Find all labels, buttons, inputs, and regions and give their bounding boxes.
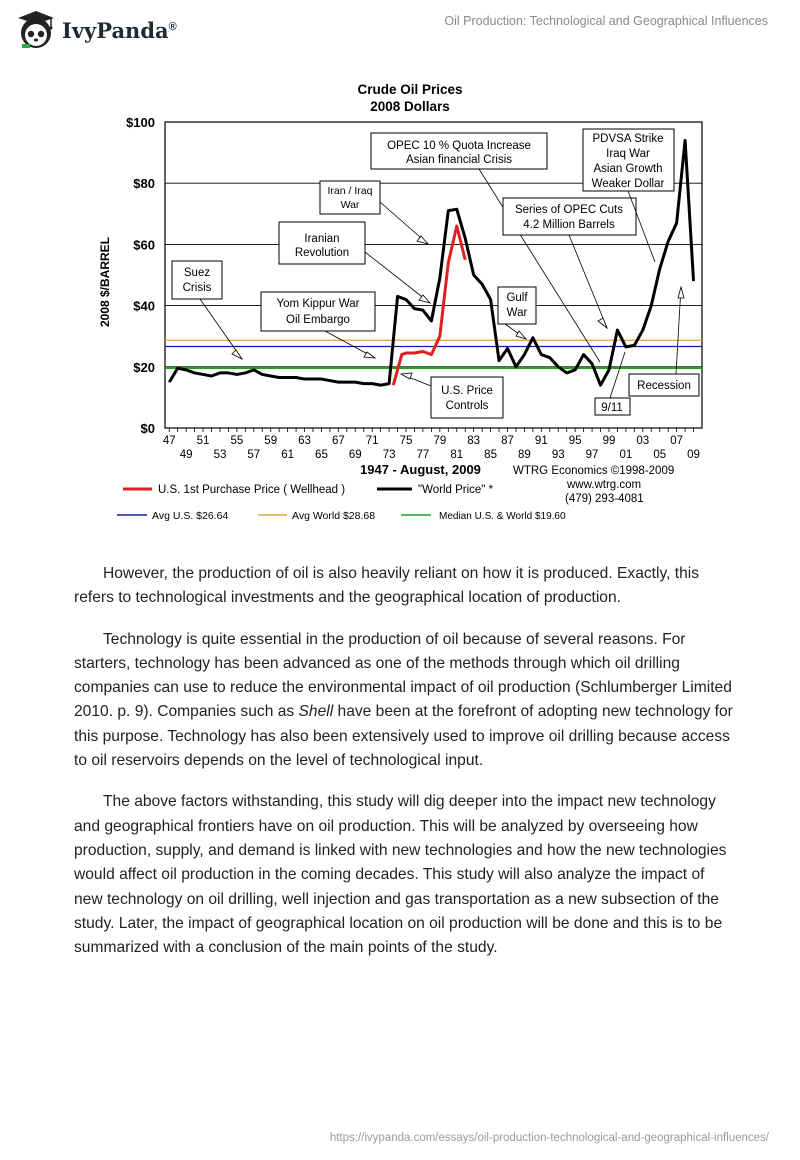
svg-text:Revolution: Revolution [294,247,350,259]
chart-source: WTRG Economics ©1998-2009 [513,465,675,477]
legend-avg-us: Avg U.S. $26.64 [152,510,229,522]
x-tick-label: 75 [399,435,413,447]
x-tick-label: 55 [230,435,244,447]
paragraph-3: The above factors withstanding, this study will dig deeper into the impact new technology and geographical frontiers have on oil production. This will be analyzed by overseeing how production, supply, and demand is linked with new technologies and how the new technologies would affect oil production in the coming decades. This study will also analyze the impact of new technology on oil drilling, well injection and gas transportation as a new subsection of the study. Later, the impact of geographical location on oil production will be done and this is to be summarized with a conclusion of the main points of the study. [74,793,727,957]
x-tick-label: 51 [196,435,210,447]
svg-text:9/11: 9/11 [601,402,623,414]
svg-text:Weaker Dollar: Weaker Dollar [591,178,665,190]
svg-text:PDVSA Strike: PDVSA Strike [592,133,664,145]
chart-url: www.wtrg.com [567,479,642,491]
x-tick-label: 71 [365,435,379,447]
chart-period: 1947 - August, 2009 [360,462,481,477]
x-tick-label: 59 [264,435,278,447]
y-tick-labels [126,115,155,436]
x-tick-label: 47 [162,435,176,447]
ivypanda-logo-icon[interactable] [14,8,58,52]
svg-text:Iran / Iraq: Iran / Iraq [327,185,373,197]
x-tick-label: 09 [687,449,700,461]
x-tick-label: 89 [518,449,531,461]
brand-name[interactable]: IvyPanda® [62,18,177,43]
x-tick-label: 05 [653,449,667,461]
svg-text:Recession: Recession [637,380,691,392]
x-tick-label: 03 [636,435,650,447]
svg-text:U.S. Price: U.S. Price [441,385,493,397]
svg-text:Gulf: Gulf [506,292,528,304]
svg-text:Controls: Controls [445,400,489,412]
y-axis-label: 2008 $/BARREL [98,236,112,328]
x-tick-label: 85 [484,449,497,461]
x-tick-label: 07 [670,435,684,447]
legend-world-price: "World Price" * [418,484,494,496]
y-tick-label: $20 [133,359,155,375]
svg-text:Yom Kippur War: Yom Kippur War [276,298,360,310]
svg-text:4.2 Million Barrels: 4.2 Million Barrels [523,219,615,231]
svg-text:Asian financial Crisis: Asian financial Crisis [405,154,513,166]
x-tick-label: 81 [450,449,464,461]
legend-median: Median U.S. & World $19.60 [439,511,566,522]
y-tick-label: $0 [140,421,155,436]
chart-subtitle: 2008 Dollars [370,99,450,114]
x-tick-label: 79 [433,435,447,447]
x-tick-label: 73 [382,449,396,461]
x-tick-label: 99 [602,435,616,447]
chart-title: Crude Oil Prices [357,82,463,97]
page-header [0,0,800,62]
y-tick-label: $40 [133,298,155,314]
x-tick-label: 65 [315,449,328,461]
x-tick-label: 77 [416,449,430,461]
x-tick-label: 53 [213,449,227,461]
svg-text:OPEC 10 % Quota Increase: OPEC 10 % Quota Increase [387,140,531,152]
x-tick-label: 91 [534,435,548,447]
svg-text:Series of OPEC Cuts: Series of OPEC Cuts [514,204,624,216]
x-tick-label: 95 [568,435,582,447]
x-tick-label: 83 [467,435,481,447]
y-tick-label: $80 [133,176,155,192]
svg-text:Iranian: Iranian [304,233,340,245]
x-tick-label: 87 [501,435,514,447]
legend-us-wellhead: U.S. 1st Purchase Price ( Wellhead ) [158,484,346,496]
x-tick-label: 93 [551,449,565,461]
x-tick-label: 69 [348,449,362,461]
x-tick-label: 01 [619,449,633,461]
svg-text:Iraq War: Iraq War [606,148,650,160]
article-body [74,562,734,977]
x-tick-label: 63 [298,435,311,447]
paragraph-2: Technology is quite essential in the production of oil because of several reasons. For starters, technology has been advanced as one of the methods through which oil drilling companies can use to reduce the environmental impact of oil production (Schlumberger Limited 2010. p. 9). Companies such as Shell have been at the forefront of adopting new technology for this purpose. Technology has also been extensively used to improve oil drilling because access to oil reservoirs depends on the level of technological input. [74,630,733,770]
crude-oil-price-chart [95,74,710,534]
svg-text:War: War [506,307,528,319]
svg-text:Crisis: Crisis [182,282,212,294]
chart-phone: (479) 293-4081 [565,493,644,505]
svg-text:Suez: Suez [183,267,211,279]
shell-emphasis: Shell [298,703,334,721]
x-tick-label: 61 [281,449,295,461]
svg-text:Asian Growth: Asian Growth [593,163,663,175]
svg-text:Oil Embargo: Oil Embargo [286,314,350,326]
paragraph-1: However, the production of oil is also heavily reliant on how it is produced. Exactly, this refers to technological investments and the geographical location of production. [74,565,700,607]
x-tick-label: 67 [331,435,345,447]
x-tick-label: 57 [247,449,261,461]
y-tick-label: $60 [133,237,155,253]
legend [117,484,566,522]
x-tick-label: 49 [179,449,193,461]
document-title: Oil Production: Technological and Geographical Influences [444,14,768,28]
source-url[interactable]: https://ivypanda.com/essays/oil-production-technological-and-geographical-influences/ [329,1132,769,1144]
y-tick-label: $100 [126,115,155,130]
x-tick-label: 97 [585,449,599,461]
x-tick-labels [163,428,700,461]
svg-text:War: War [340,199,360,211]
legend-avg-world: Avg World $28.68 [292,510,376,522]
